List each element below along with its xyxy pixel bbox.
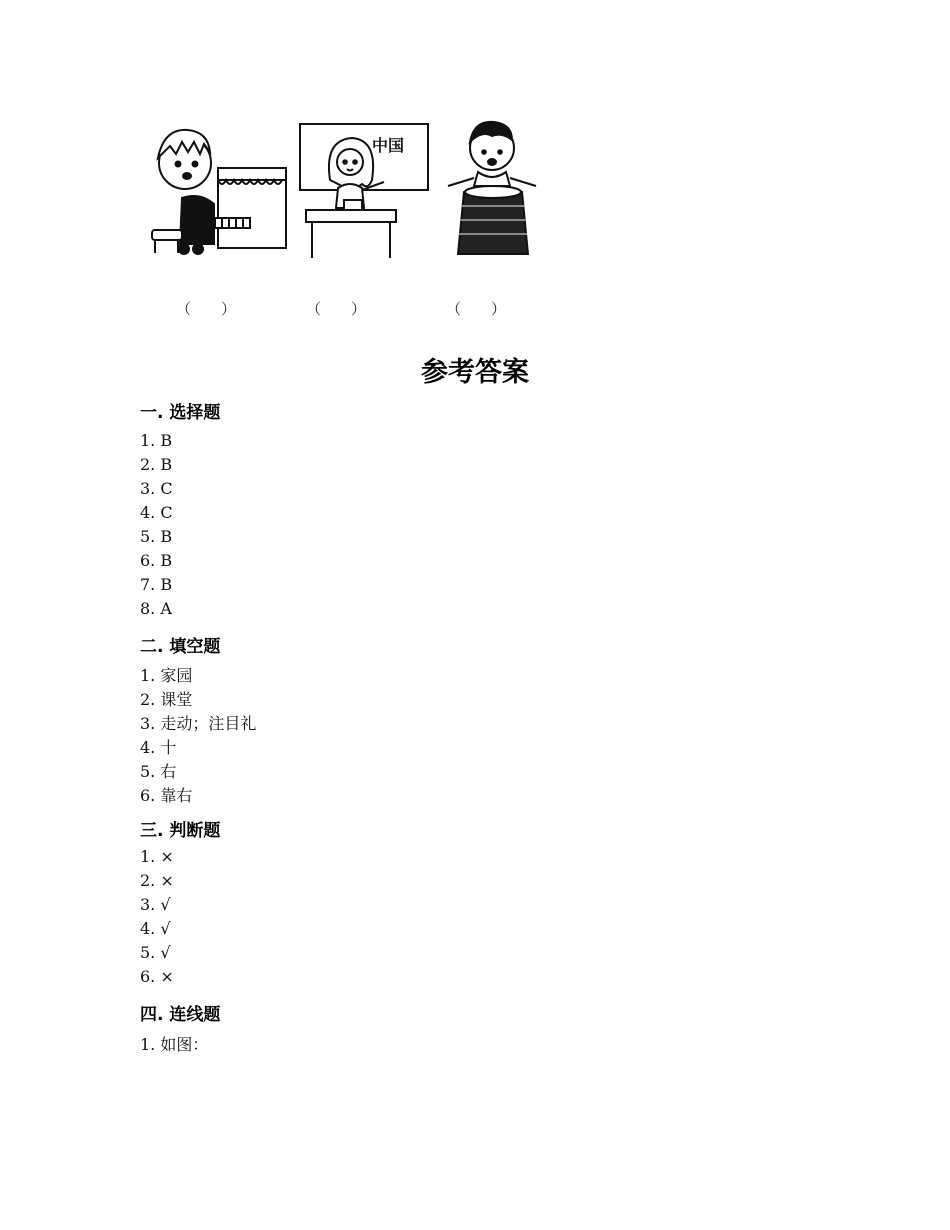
answer-item: 6. × xyxy=(140,967,174,986)
section-heading-fill-blank: 二. 填空题 xyxy=(140,637,221,657)
answer-item: 4. 十 xyxy=(140,738,177,757)
answer-item: 5. √ xyxy=(140,943,171,962)
answers-title: 参考答案 xyxy=(421,357,529,388)
blank-parenthesis-3: （ ） xyxy=(446,300,507,318)
answer-item: 3. C xyxy=(140,479,173,498)
blank-parenthesis-1: （ ） xyxy=(176,300,237,318)
answer-item: 1. 如图： xyxy=(140,1035,209,1054)
answer-item: 7. B xyxy=(140,575,173,594)
answer-item: 5. 右 xyxy=(140,762,177,781)
answer-item: 3. 走动；注目礼 xyxy=(140,714,257,733)
answer-item: 3. √ xyxy=(140,895,171,914)
answer-item: 4. C xyxy=(140,503,173,522)
section-heading-true-false: 三. 判断题 xyxy=(140,821,221,841)
boy-jumping-box-figure xyxy=(448,122,536,254)
answer-item: 4. √ xyxy=(140,919,171,938)
answer-item: 2. B xyxy=(140,455,173,474)
boy-playing-piano-figure xyxy=(152,130,286,254)
answer-item: 2. 课堂 xyxy=(140,690,193,709)
blank-parenthesis-2: （ ） xyxy=(306,300,367,318)
illustration-children-activities xyxy=(140,118,540,268)
section-heading-matching: 四. 连线题 xyxy=(140,1005,221,1025)
answer-item: 1. 家园 xyxy=(140,666,193,685)
girl-speaking-figure xyxy=(300,124,428,258)
answer-item: 1. B xyxy=(140,431,173,450)
answer-item: 5. B xyxy=(140,527,173,546)
board-label: 中国 xyxy=(371,136,405,155)
answer-item: 1. × xyxy=(140,847,174,866)
answer-item: 8. A xyxy=(140,599,172,618)
answer-item: 2. × xyxy=(140,871,174,890)
section-heading-choice: 一. 选择题 xyxy=(140,403,221,423)
answer-item: 6. B xyxy=(140,551,173,570)
answer-item: 6. 靠右 xyxy=(140,786,193,805)
